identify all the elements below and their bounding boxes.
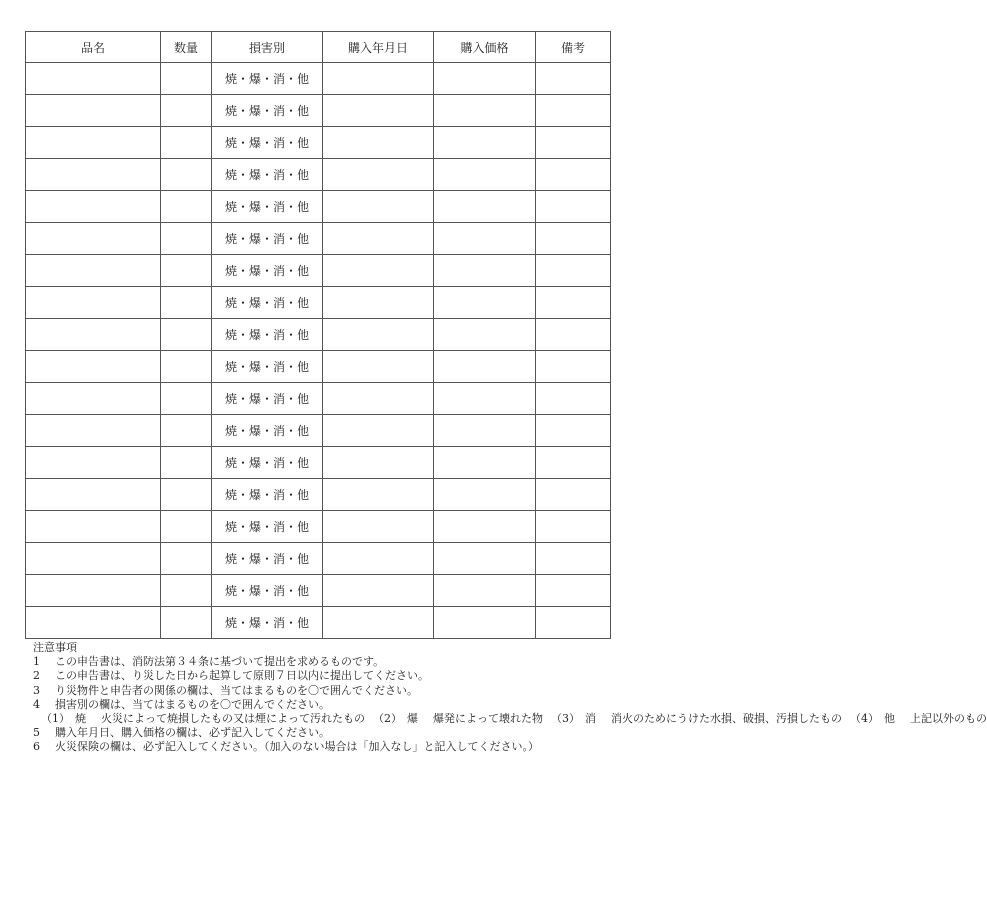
table-row xyxy=(26,287,611,319)
damage-type-cell: 焼・爆・消・他 xyxy=(212,319,323,351)
notes-sub-item-text: 消火のためにうけた水損、破損、汚損したもの xyxy=(611,712,842,726)
remarks-cell[interactable] xyxy=(536,95,611,127)
damage-type-cell: 焼・爆・消・他 xyxy=(212,511,323,543)
purchase-date-cell[interactable] xyxy=(323,575,434,607)
table-row xyxy=(26,223,611,255)
remarks-cell[interactable] xyxy=(536,223,611,255)
table-row xyxy=(26,607,611,639)
notes-item-text: 火災保険の欄は、必ず記入してください。（加入のない場合は「加入なし」と記入してください。） xyxy=(55,740,539,754)
header-purchase-date: 購入年月日 xyxy=(323,32,434,63)
notes-sub-item-number: （4） xyxy=(850,712,879,726)
remarks-cell[interactable] xyxy=(536,191,611,223)
purchase-price-cell[interactable] xyxy=(434,287,536,319)
remarks-cell[interactable] xyxy=(536,511,611,543)
purchase-date-cell[interactable] xyxy=(323,511,434,543)
notes-list xyxy=(33,655,603,712)
table-row xyxy=(26,351,611,383)
table-header-row xyxy=(26,32,611,63)
item-name-cell[interactable] xyxy=(26,383,161,415)
item-name-cell[interactable] xyxy=(26,159,161,191)
notes-item-text: り災物件と申告者の関係の欄は、当てはまるものを〇で囲んでください。 xyxy=(55,683,418,697)
damage-claim-table-container xyxy=(25,31,610,639)
notes-item xyxy=(33,655,603,669)
purchase-date-cell[interactable] xyxy=(323,319,434,351)
notes-sub-item xyxy=(33,712,365,726)
notes-item-text: この申告書は、消防法第３４条に基づいて提出を求めるものです。 xyxy=(55,655,385,669)
notes-list-continued xyxy=(33,726,603,754)
remarks-cell[interactable] xyxy=(536,447,611,479)
table-row xyxy=(26,415,611,447)
purchase-price-cell[interactable] xyxy=(434,479,536,511)
table-row xyxy=(26,479,611,511)
table-row xyxy=(26,95,611,127)
item-name-cell[interactable] xyxy=(26,319,161,351)
header-quantity: 数量 xyxy=(161,32,212,63)
purchase-price-cell[interactable] xyxy=(434,575,536,607)
item-name-cell[interactable] xyxy=(26,287,161,319)
notes-sub-item-text: 火災によって焼損したもの又は煙によって汚れたもの xyxy=(101,712,365,726)
quantity-cell[interactable] xyxy=(161,159,212,191)
notes-item xyxy=(33,684,603,698)
item-name-cell[interactable] xyxy=(26,575,161,607)
notes-sub-item-key: 消 xyxy=(585,712,596,726)
remarks-cell[interactable] xyxy=(536,287,611,319)
quantity-cell[interactable] xyxy=(161,575,212,607)
quantity-cell[interactable] xyxy=(161,255,212,287)
item-name-cell[interactable] xyxy=(26,607,161,639)
notes-sub-item-number: （1） xyxy=(41,712,70,726)
table-row xyxy=(26,255,611,287)
remarks-cell[interactable] xyxy=(536,159,611,191)
purchase-price-cell[interactable] xyxy=(434,223,536,255)
notes-item-number: 4 xyxy=(33,697,40,711)
purchase-date-cell[interactable] xyxy=(323,351,434,383)
purchase-date-cell[interactable] xyxy=(323,127,434,159)
quantity-cell[interactable] xyxy=(161,543,212,575)
item-name-cell[interactable] xyxy=(26,543,161,575)
remarks-cell[interactable] xyxy=(536,543,611,575)
item-name-cell[interactable] xyxy=(26,63,161,95)
notes-item-number: 3 xyxy=(33,683,40,697)
quantity-cell[interactable] xyxy=(161,607,212,639)
notes-sub-item-text: 爆発によって壊れた物 xyxy=(433,712,543,726)
remarks-cell[interactable] xyxy=(536,575,611,607)
damage-type-cell: 焼・爆・消・他 xyxy=(212,415,323,447)
damage-type-cell: 焼・爆・消・他 xyxy=(212,159,323,191)
table-row xyxy=(26,575,611,607)
quantity-cell[interactable] xyxy=(161,319,212,351)
item-name-cell[interactable] xyxy=(26,255,161,287)
quantity-cell[interactable] xyxy=(161,287,212,319)
item-name-cell[interactable] xyxy=(26,223,161,255)
damage-type-cell: 焼・爆・消・他 xyxy=(212,447,323,479)
notes-sub-item-text: 上記以外のもの xyxy=(910,712,987,726)
notes-item xyxy=(33,698,603,712)
purchase-date-cell[interactable] xyxy=(323,63,434,95)
quantity-cell[interactable] xyxy=(161,223,212,255)
purchase-price-cell[interactable] xyxy=(434,607,536,639)
notes-sub-item-number: （2） xyxy=(373,712,402,726)
item-name-cell[interactable] xyxy=(26,479,161,511)
quantity-cell[interactable] xyxy=(161,351,212,383)
notes-sub-item-key: 他 xyxy=(884,712,895,726)
header-damage-type: 損害別 xyxy=(212,32,323,63)
damage-type-cell: 焼・爆・消・他 xyxy=(212,479,323,511)
purchase-price-cell[interactable] xyxy=(434,543,536,575)
table-body xyxy=(26,63,611,639)
header-purchase-price: 購入価格 xyxy=(434,32,536,63)
table-row xyxy=(26,63,611,95)
notes-sub-item xyxy=(543,712,842,726)
quantity-cell[interactable] xyxy=(161,415,212,447)
remarks-cell[interactable] xyxy=(536,383,611,415)
notes-sub-item-number: （3） xyxy=(551,712,580,726)
notes-sub-list xyxy=(33,712,987,726)
purchase-price-cell[interactable] xyxy=(434,415,536,447)
notes-title: 注意事項 xyxy=(33,641,77,654)
damage-type-cell: 焼・爆・消・他 xyxy=(212,255,323,287)
damage-type-cell: 焼・爆・消・他 xyxy=(212,63,323,95)
quantity-cell[interactable] xyxy=(161,511,212,543)
purchase-date-cell[interactable] xyxy=(323,479,434,511)
remarks-cell[interactable] xyxy=(536,127,611,159)
damage-type-cell: 焼・爆・消・他 xyxy=(212,575,323,607)
purchase-price-cell[interactable] xyxy=(434,511,536,543)
item-name-cell[interactable] xyxy=(26,351,161,383)
notes-item xyxy=(33,669,603,683)
table-row xyxy=(26,447,611,479)
quantity-cell[interactable] xyxy=(161,127,212,159)
table-row xyxy=(26,543,611,575)
damage-type-cell: 焼・爆・消・他 xyxy=(212,607,323,639)
item-name-cell[interactable] xyxy=(26,127,161,159)
notes-item xyxy=(33,740,603,754)
purchase-price-cell[interactable] xyxy=(434,255,536,287)
remarks-cell[interactable] xyxy=(536,415,611,447)
quantity-cell[interactable] xyxy=(161,191,212,223)
table-row xyxy=(26,319,611,351)
purchase-date-cell[interactable] xyxy=(323,383,434,415)
purchase-price-cell[interactable] xyxy=(434,127,536,159)
purchase-price-cell[interactable] xyxy=(434,159,536,191)
notes-sub-item-key: 焼 xyxy=(75,712,86,726)
notes-item-text: 損害別の欄は、当てはまるものを〇で囲んでください。 xyxy=(55,697,330,711)
quantity-cell[interactable] xyxy=(161,447,212,479)
item-name-cell[interactable] xyxy=(26,511,161,543)
header-item-name: 品名 xyxy=(26,32,161,63)
notes-sub-item xyxy=(365,712,543,726)
notes-item xyxy=(33,726,603,740)
purchase-price-cell[interactable] xyxy=(434,191,536,223)
purchase-date-cell[interactable] xyxy=(323,255,434,287)
quantity-cell[interactable] xyxy=(161,383,212,415)
notes-item-number: 2 xyxy=(33,669,40,683)
purchase-date-cell[interactable] xyxy=(323,607,434,639)
header-remarks: 備考 xyxy=(536,32,611,63)
table-row xyxy=(26,383,611,415)
purchase-price-cell[interactable] xyxy=(434,351,536,383)
remarks-cell[interactable] xyxy=(536,63,611,95)
purchase-date-cell[interactable] xyxy=(323,287,434,319)
notes-sub-item xyxy=(842,712,987,726)
remarks-cell[interactable] xyxy=(536,351,611,383)
remarks-cell[interactable] xyxy=(536,255,611,287)
damage-type-cell: 焼・爆・消・他 xyxy=(212,543,323,575)
purchase-price-cell[interactable] xyxy=(434,95,536,127)
damage-type-cell: 焼・爆・消・他 xyxy=(212,127,323,159)
purchase-date-cell[interactable] xyxy=(323,223,434,255)
purchase-date-cell[interactable] xyxy=(323,159,434,191)
purchase-date-cell[interactable] xyxy=(323,543,434,575)
damage-type-cell: 焼・爆・消・他 xyxy=(212,223,323,255)
notes-item-number: 6 xyxy=(33,740,40,754)
quantity-cell[interactable] xyxy=(161,63,212,95)
notes-item-text: 購入年月日、購入価格の欄は、必ず記入してください。 xyxy=(55,726,330,740)
purchase-date-cell[interactable] xyxy=(323,191,434,223)
purchase-price-cell[interactable] xyxy=(434,447,536,479)
notes-item-text: この申告書は、り災した日から起算して原則７日以内に提出してください。 xyxy=(55,669,429,683)
damage-claim-table xyxy=(25,31,611,639)
item-name-cell[interactable] xyxy=(26,447,161,479)
remarks-cell[interactable] xyxy=(536,479,611,511)
notes-section xyxy=(33,641,987,755)
notes-item-number: 1 xyxy=(33,655,40,669)
notes-sub-item-key: 爆 xyxy=(407,712,418,726)
remarks-cell[interactable] xyxy=(536,607,611,639)
notes-item-number: 5 xyxy=(33,726,40,740)
remarks-cell[interactable] xyxy=(536,319,611,351)
table-row xyxy=(26,159,611,191)
table-row xyxy=(26,127,611,159)
item-name-cell[interactable] xyxy=(26,191,161,223)
purchase-price-cell[interactable] xyxy=(434,63,536,95)
purchase-price-cell[interactable] xyxy=(434,319,536,351)
purchase-date-cell[interactable] xyxy=(323,447,434,479)
damage-type-cell: 焼・爆・消・他 xyxy=(212,95,323,127)
quantity-cell[interactable] xyxy=(161,479,212,511)
purchase-date-cell[interactable] xyxy=(323,415,434,447)
purchase-price-cell[interactable] xyxy=(434,383,536,415)
purchase-date-cell[interactable] xyxy=(323,95,434,127)
damage-type-cell: 焼・爆・消・他 xyxy=(212,351,323,383)
damage-type-cell: 焼・爆・消・他 xyxy=(212,191,323,223)
quantity-cell[interactable] xyxy=(161,95,212,127)
item-name-cell[interactable] xyxy=(26,95,161,127)
table-row xyxy=(26,511,611,543)
item-name-cell[interactable] xyxy=(26,415,161,447)
damage-type-cell: 焼・爆・消・他 xyxy=(212,383,323,415)
table-row xyxy=(26,191,611,223)
damage-type-cell: 焼・爆・消・他 xyxy=(212,287,323,319)
